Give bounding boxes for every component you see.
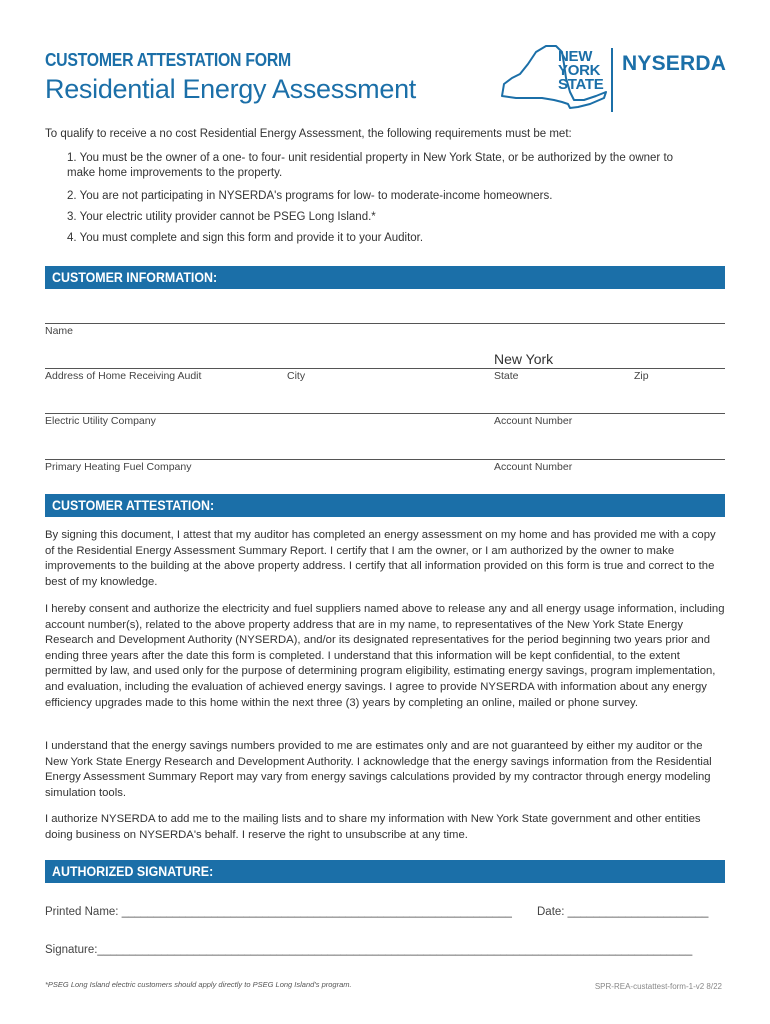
logo-state-text: NEW YORK STATE [558, 48, 604, 93]
utility-label: Electric Utility Company [45, 415, 156, 427]
requirement-3: 3. Your electric utility provider cannot be PSEG Long Island.* [67, 211, 376, 223]
intro-lead: To qualify to receive a no cost Residential Energy Assessment, the following requirements must be met: [45, 128, 572, 140]
name-field-line[interactable] [45, 323, 725, 324]
signature-field[interactable]: Signature:_____________________________________________________________________________________________ [45, 944, 693, 956]
attestation-heading: CUSTOMER ATTESTATION: [45, 494, 725, 517]
nys-nyserda-logo [498, 44, 728, 114]
signature-heading: AUTHORIZED SIGNATURE: [45, 860, 725, 883]
requirement-4: 4. You must complete and sign this form and provide it to your Auditor. [67, 232, 424, 244]
address-label: Address of Home Receiving Audit [45, 370, 202, 382]
requirement-1: 1. You must be the owner of a one- to four- unit residential property in New York State, or be authorized by the owner to make home improvements to the property. [67, 152, 674, 179]
requirement-2: 2. You are not participating in NYSERDA's programs for low- to moderate-income homeowners. [67, 190, 553, 202]
city-label: City [287, 370, 306, 382]
form-id: SPR-REA-custattest-form-1-v2 8/22 [594, 982, 722, 991]
form-kicker: CUSTOMER ATTESTATION FORM [45, 50, 291, 70]
attestation-paragraph-2: I hereby consent and authorize the electricity and fuel suppliers named above to release any and all energy usage information, including account number(s), related to the above property address that are in my name, to representatives of the New York State Energy Research and Development Authority (NYSERDA), and/or its designated representatives for the period beginning two years prior and ending three years after the date this form is completed. I understand that this information will be kept confidential, to the extent permitted by law, and used only for the purpose of determining program eligibility, estimating energy savings, program implementation, and evaluation, including the evaluation of achieved energy savings. I agree to provide NYSERDA with information about any energy efficiency upgrades made to this home within the next three (3) years by completing an online, mailed or phone survey. [45, 603, 725, 709]
address-field-line[interactable] [45, 368, 725, 369]
page-title: Residential Energy Assessment [45, 74, 416, 104]
utility-account-label: Account Number [494, 415, 573, 427]
logo-org-text: NYSERDA [622, 52, 727, 75]
utility-field-line[interactable] [45, 413, 725, 414]
printed-name-field[interactable]: Printed Name: _____________________________________________________________ [45, 906, 512, 918]
fuel-account-label: Account Number [494, 461, 573, 473]
name-label: Name [45, 325, 74, 337]
customer-info-heading: CUSTOMER INFORMATION: [45, 266, 725, 289]
attestation-paragraph-4: I authorize NYSERDA to add me to the mailing lists and to share my information with New York State government and other entities doing business on NYSERDA's behalf. I reserve the right to unsubscribe at any time. [45, 813, 701, 841]
fuel-field-line[interactable] [45, 459, 725, 460]
footnote: *PSEG Long Island electric customers should apply directly to PSEG Long Island's program. [45, 980, 352, 989]
state-label: State [494, 370, 519, 382]
zip-label: Zip [634, 370, 649, 382]
attestation-paragraph-1: By signing this document, I attest that my auditor has completed an energy assessment on my home and has provided me with a copy of the Residential Energy Assessment Summary Report. I certify that I am the owner, or I am authorized by the owner to make improvements to the building at the above property address. I certify that all information provided on this form is true and correct to the best of my knowledge. [45, 529, 716, 588]
fuel-label: Primary Heating Fuel Company [45, 461, 192, 473]
attestation-paragraph-3: I understand that the energy savings numbers provided to me are estimates only and are not guaranteed by either my auditor or the New York State Energy Research and Development Authority. I acknowledge that the energy savings information from the Residential Energy Assessment Summary Report may vary from energy savings calculations provided by my contractor through energy modeling simulation tools. [45, 740, 712, 799]
date-field[interactable]: Date: ______________________ [537, 906, 709, 918]
state-value[interactable]: New York [494, 351, 554, 367]
logo-divider [611, 48, 613, 112]
